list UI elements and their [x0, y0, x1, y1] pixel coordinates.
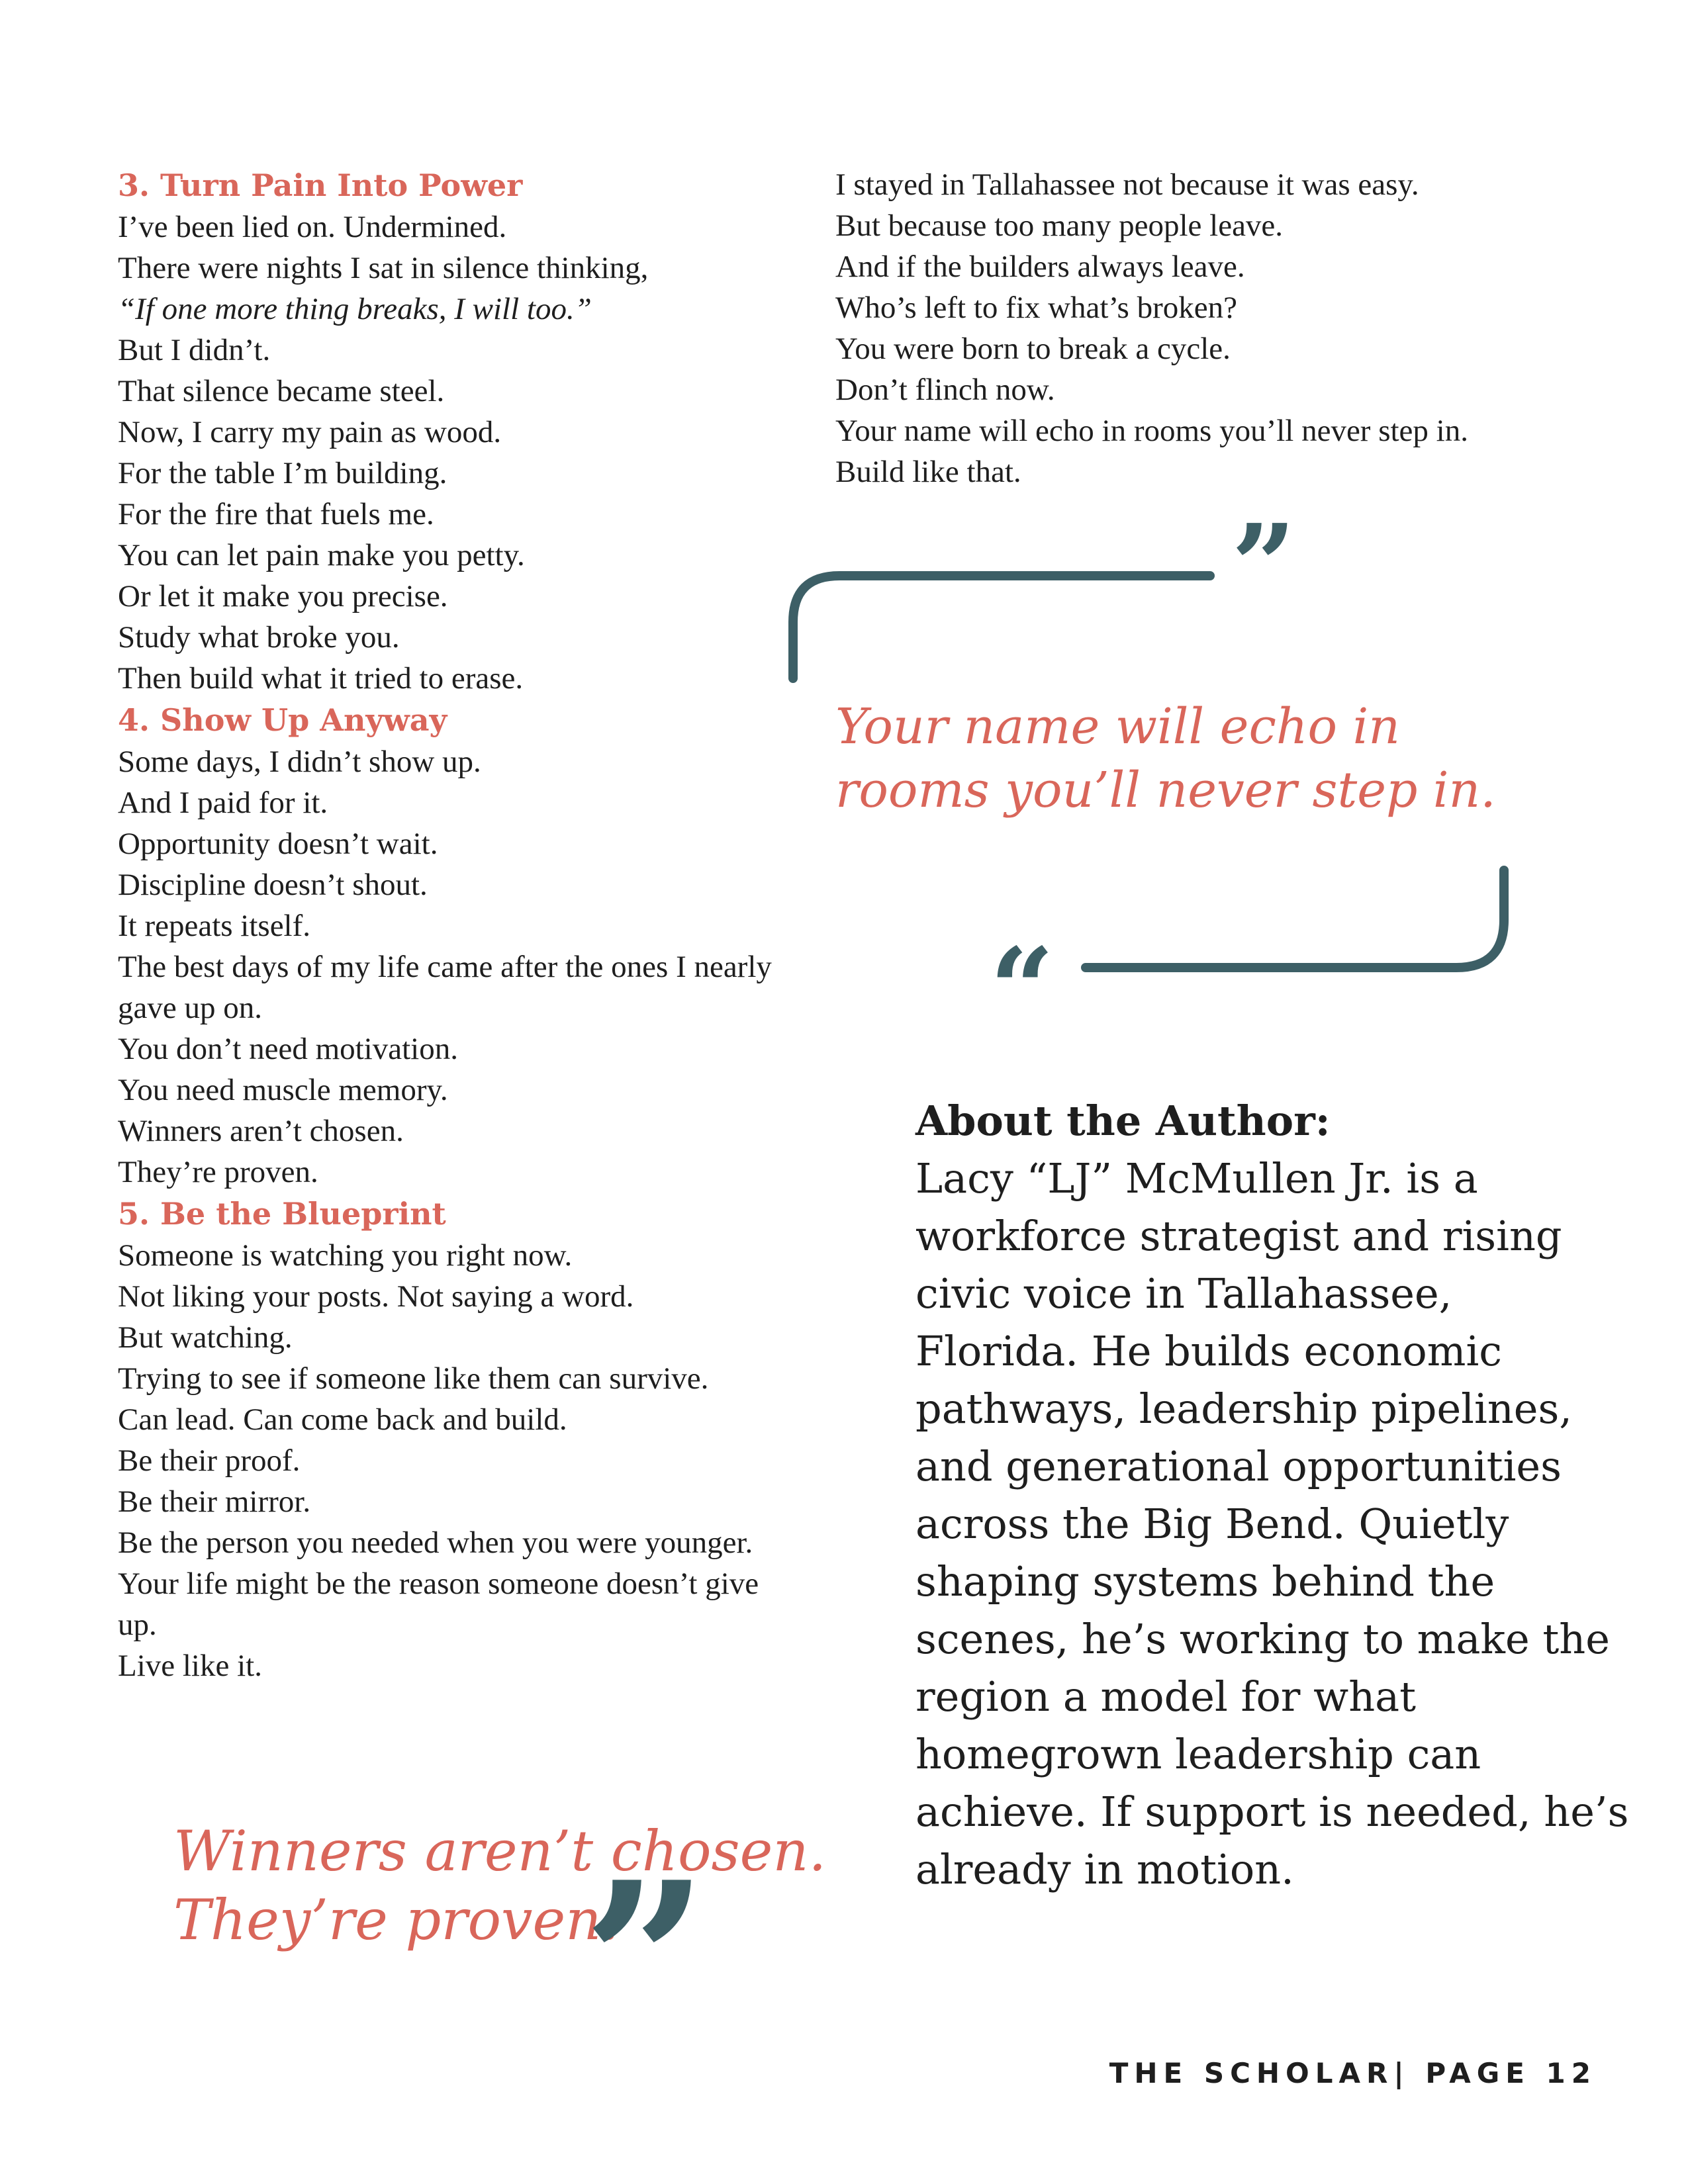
about-line: achieve. If support is needed, he’s [915, 1788, 1629, 1836]
right-column-line: Who’s left to fix what’s broken? [835, 291, 1237, 325]
page-footer: THE SCHOLAR| PAGE 12 [1109, 2057, 1597, 2089]
about-line: workforce strategist and rising [915, 1212, 1562, 1260]
section-3-line: For the table I’m building. [118, 456, 447, 490]
pull-quote-echo [835, 695, 1496, 822]
section-4-line: You don’t need motivation. [118, 1032, 458, 1066]
section-5-line: Not liking your posts. Not saying a word. [118, 1279, 634, 1314]
about-the-author [915, 1092, 1629, 1898]
section-3-heading: 3. Turn Pain Into Power [118, 167, 523, 203]
about-line: Lacy “LJ” McMullen Jr. is a [915, 1154, 1478, 1203]
section-4-line: It repeats itself. [118, 909, 311, 943]
section-5-line: But watching. [118, 1320, 293, 1355]
section-3-line: For the fire that fuels me. [118, 497, 434, 531]
pull-quote-line: rooms you’ll never step in. [835, 762, 1496, 819]
about-line: shaping systems behind the [915, 1557, 1495, 1606]
section-3-line: Or let it make you precise. [118, 579, 448, 614]
about-line: pathways, leadership pipelines, [915, 1385, 1572, 1433]
about-line: and generational opportunities [915, 1442, 1562, 1490]
close-quote-icon: ” [583, 1834, 708, 2091]
section-5-line: Live like it. [118, 1649, 262, 1683]
right-column-line: Your name will echo in rooms you’ll never step in. [835, 414, 1468, 448]
section-5-line: Be their proof. [118, 1443, 301, 1478]
pull-quote-line: Winners aren’t chosen. [173, 1819, 827, 1884]
section-4-line: Opportunity doesn’t wait. [118, 827, 438, 861]
section-3-line: Then build what it tried to erase. [118, 661, 524, 696]
section-4-line: They’re proven. [118, 1155, 318, 1189]
about-line: civic voice in Tallahassee, [915, 1269, 1452, 1318]
section-3-line: I’ve been lied on. Undermined. [118, 210, 507, 244]
pull-quote-line: Your name will echo in [835, 698, 1400, 755]
right-column-line: Don’t flinch now. [835, 373, 1055, 407]
section-5-line: Your life might be the reason someone doesn’t give up. [118, 1567, 759, 1642]
about-line: already in motion. [915, 1845, 1294, 1893]
right-column-line: Build like that. [835, 455, 1021, 489]
section-3-line: Now, I carry my pain as wood. [118, 415, 502, 449]
right-column-line: You were born to break a cycle. [835, 332, 1231, 366]
section-3-line: Study what broke you. [118, 620, 400, 655]
section-5-line: Someone is watching you right now. [118, 1238, 573, 1273]
about-line: homegrown leadership can [915, 1730, 1481, 1778]
section-5-line: Be the person you needed when you were younger. [118, 1525, 753, 1560]
section-3-line: You can let pain make you petty. [118, 538, 525, 572]
about-line: scenes, he’s working to make the [915, 1615, 1610, 1663]
section-4-line: Some days, I didn’t show up. [118, 745, 481, 779]
section-5-line: Be their mirror. [118, 1484, 311, 1519]
section-3-quote-line: “If one more thing breaks, I will too.” [118, 292, 592, 326]
section-5-heading: 5. Be the Blueprint [118, 1196, 446, 1232]
about-heading: About the Author: [915, 1097, 1331, 1145]
section-5-line: Can lead. Can come back and build. [118, 1402, 567, 1437]
about-line: Florida. He builds economic [915, 1327, 1503, 1375]
section-4-line: Discipline doesn’t shout. [118, 868, 428, 902]
right-column-line: But because too many people leave. [835, 208, 1284, 243]
section-4-line: And I paid for it. [118, 786, 328, 820]
section-4-heading: 4. Show Up Anyway [118, 702, 447, 738]
section-3-line: That silence became steel. [118, 374, 445, 408]
section-5-line: Trying to see if someone like them can survive. [118, 1361, 709, 1396]
section-4-line: Winners aren’t chosen. [118, 1114, 404, 1148]
right-column-line: I stayed in Tallahassee not because it was easy. [835, 167, 1419, 202]
section-3-line: But I didn’t. [118, 333, 271, 367]
open-quote-icon: “ [990, 923, 1055, 1056]
close-quote-icon: ” [1231, 500, 1296, 632]
section-4-line: The best days of my life came after the ones I nearly gave up on. [118, 950, 772, 1025]
section-4-line: You need muscle memory. [118, 1073, 448, 1107]
about-line: across the Big Bend. Quietly [915, 1500, 1509, 1548]
right-column-line: And if the builders always leave. [835, 250, 1245, 284]
pull-quote-line: They’re proven. [173, 1888, 620, 1952]
section-3-line: There were nights I sat in silence thinking, [118, 251, 649, 285]
about-line: region a model for what [915, 1672, 1417, 1721]
